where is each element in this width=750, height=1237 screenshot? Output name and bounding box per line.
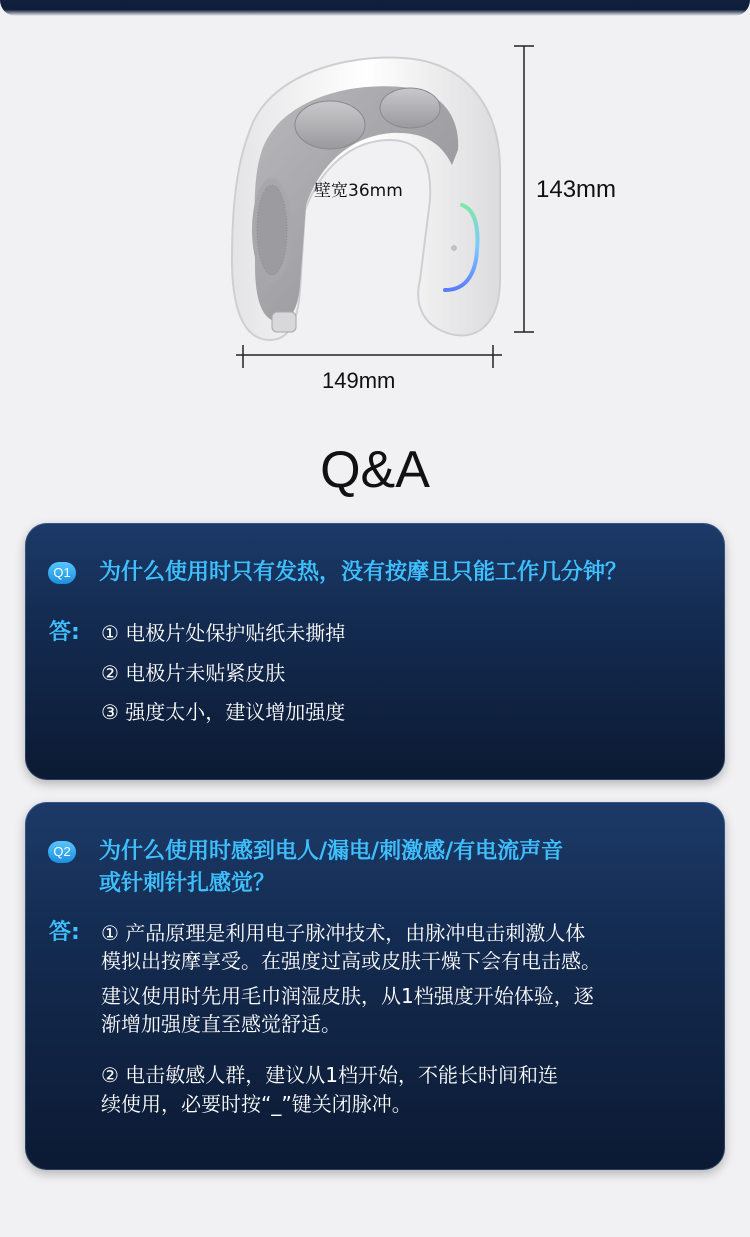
height-dimension-label: 143mm: [536, 176, 617, 203]
qa-card-2: [25, 802, 725, 1170]
q1-badge: Q1: [48, 562, 76, 584]
q2-answer-line-1: ① 产品原理是利用电子脉冲技术，由脉冲电击刺激人体: [101, 921, 586, 945]
qa-heading: Q&A: [320, 441, 430, 499]
q2-answer-line-4: 渐增加强度直至感觉舒适。: [101, 1012, 341, 1036]
q2-question-line-2: 或针刺针扎感觉？: [99, 871, 276, 896]
q1-answer-2: ② 电极片未贴紧皮肤: [101, 661, 286, 685]
q1-answer-label: 答:: [49, 620, 80, 645]
q2-question-line-1: 为什么使用时感到电人/漏电/刺激感/有电流声音: [99, 839, 564, 864]
width-dimension-label: 149mm: [322, 368, 396, 393]
product-dimension-section: [0, 0, 750, 420]
q2-answer-line-2: 模拟出按摩享受。在强度过高或皮肤干燥下会有电击感。: [101, 949, 601, 973]
qa-card-1: [25, 523, 725, 780]
q1-question: 为什么使用时只有发热，没有按摩且只能工作几分钟？: [99, 560, 628, 585]
q2-answer-line-5: ② 电击敏感人群，建议从1档开始，不能长时间和连: [101, 1063, 559, 1087]
q2-badge: Q2: [48, 841, 76, 863]
q1-answer-3: ③ 强度太小，建议增加强度: [101, 700, 346, 724]
q2-answer-line-6: 续使用，必要时按“_”键关闭脉冲。: [101, 1092, 412, 1116]
q2-answer-label: 答:: [49, 920, 80, 945]
q2-answer-line-3: 建议使用时先用毛巾润湿皮肤，从1档强度开始体验，逐: [101, 984, 594, 1008]
q1-answer-1: ① 电极片处保护贴纸未撕掉: [101, 621, 346, 645]
neck-massager-image: [0, 0, 750, 420]
wall-width-label: 壁宽36mm: [314, 181, 403, 201]
